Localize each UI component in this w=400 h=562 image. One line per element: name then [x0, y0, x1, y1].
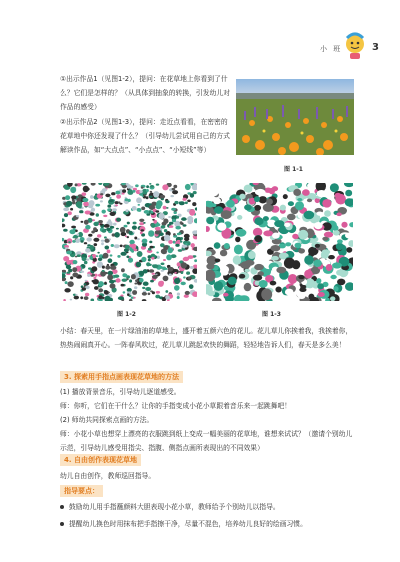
artwork-1-image: [62, 183, 197, 301]
section-3-heading: 3. 探索用手指点画表现花草地的方法: [60, 371, 183, 383]
section-3-line-1: (1) 播放背景音乐，引导幼儿逐道感受。: [60, 388, 181, 396]
section-3-line-2: 师：你听，它们在干什么？让你的手指变成小花小草跟着音乐来一起跳舞吧！: [60, 402, 292, 410]
caption-figure-1-1: 图 1-1: [284, 166, 303, 173]
paragraph-artwork-2: ②出示作品2（见图1-3），提问：走近点看看，在密密的花草地中你还发现了什么？（引导幼儿尝试用自己的方式解读作品，如“大点点”、“小点点”、“小短线”等）: [60, 118, 230, 154]
bullet-dot-icon: [60, 505, 64, 509]
caption-figure-1-2: 图 1-2: [117, 311, 136, 318]
section-3-line-3: (2) 师幼共同探索点画的方法。: [60, 416, 154, 424]
section-4-line: 幼儿自由创作，教师巡回指导。: [60, 472, 156, 480]
paragraph-artwork-1: ①出示作品1（见图1-2），提问：在花草地上你看到了什么？它们是怎样的？（从具体到抽象的转换，引发幼儿对作品的感受）: [60, 75, 230, 111]
mascot-icon: [342, 30, 368, 60]
guide-bullet-2-text: 提醒幼儿换色时用抹布把手指擦干净，尽量不混色，培养幼儿良好的绘画习惯。: [69, 520, 307, 528]
section-3-line-4: 师：小花小草也想穿上漂亮的衣服跳到纸上变成一幅美丽的花草地，谁想来试试？（邀请个别幼儿示范，引导幼儿感受用指尖、指腹、侧指点画所表现出的不同效果）: [60, 430, 353, 452]
section-4-heading: 4. 自由创作表现花草地: [60, 454, 141, 466]
artwork-2-image: [206, 183, 353, 301]
guide-points-label: 指导要点：: [60, 485, 103, 497]
bullet-dot-icon: [60, 522, 64, 526]
header-label: 小 班: [320, 45, 343, 53]
guide-bullet-2: [60, 518, 360, 530]
summary-paragraph: 小结：春天里，在一片绿油油的草地上，盛开着五颜六色的花儿。花儿草儿你挨着我，我挨着你，热热闹闹真开心。一阵春风吹过，花儿草儿跳起欢快的舞蹈，轻轻地告诉人们，春天是多么美！: [60, 327, 353, 349]
flower-field-photo: [236, 79, 354, 155]
guide-bullet-1: [60, 501, 360, 513]
page-number: 3: [372, 42, 379, 53]
caption-figure-1-3: 图 1-3: [262, 311, 281, 318]
guide-bullet-1-text: 鼓励幼儿用手指蘸颜料大胆表现小花小草，教师给予个别幼儿以指导。: [69, 503, 280, 511]
